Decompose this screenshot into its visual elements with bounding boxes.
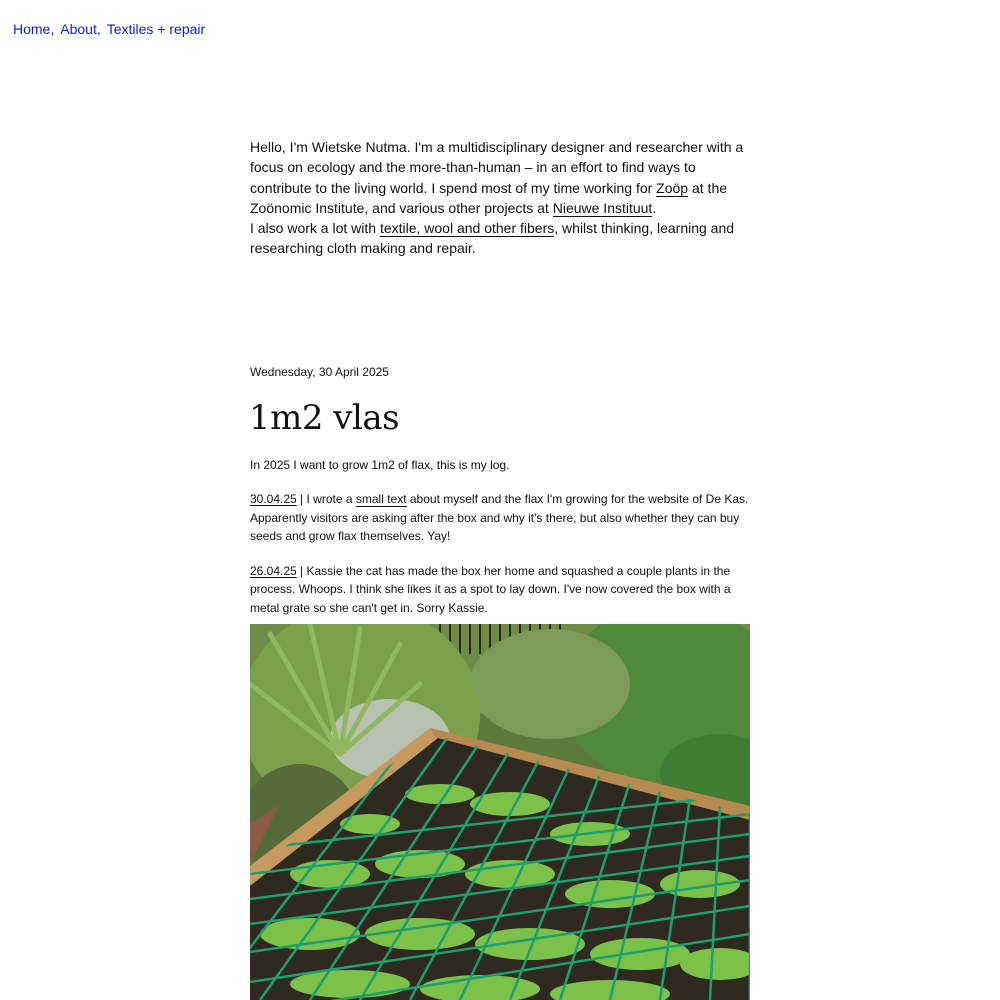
intro-paragraph xyxy=(250,137,750,218)
intro-text-segment: I also work a lot with xyxy=(250,220,380,237)
small-text-link[interactable]: small text xyxy=(355,492,407,506)
nav-home-link[interactable]: Home xyxy=(13,21,51,37)
log-entry-text: about myself and the flax I'm growing for the website of De Kas. Apparently visitors are asking after the box and why it's there, but also whether they can buy seeds and grow flax themselves. Yay! xyxy=(250,492,749,543)
zoop-link[interactable]: Zoöp xyxy=(656,179,689,196)
nav-separator: , xyxy=(50,21,55,37)
textile-wool-fibers-link[interactable]: textile, wool and other fibers xyxy=(379,220,555,237)
nieuwe-instituut-link[interactable]: Nieuwe Instituut xyxy=(552,199,653,216)
log-entry-date-link[interactable]: 30.04.25 xyxy=(250,492,297,506)
log-entry-text: | I wrote a xyxy=(296,492,356,506)
nav-textiles-repair-link[interactable]: Textiles + repair xyxy=(106,21,206,37)
intro-text-segment: , whilst thinking, learning and researching cloth making and repair. xyxy=(250,220,735,257)
intro-text-segment: . xyxy=(652,199,657,216)
post-lead: In 2025 I want to grow 1m2 of flax, this is my log. xyxy=(250,457,510,472)
intro-text xyxy=(250,137,750,259)
intro-text-segment: Hello, I'm Wietske Nutma. I'm a multidisciplinary designer and researcher with a focus on ecology and the more-than-human – in an effort to find ways to contribute to the living world. I spend most of my time working for xyxy=(250,139,744,196)
blog-post xyxy=(250,363,750,633)
post-date: Wednesday, 30 April 2025 xyxy=(250,365,389,379)
intro-paragraph xyxy=(250,218,750,259)
flax-box-photo xyxy=(250,624,750,1000)
log-entry-text: | Kassie the cat has made the box her home and squashed a couple plants in the process. Whoops. I think she likes it as a spot to lay down. I've now covered the box with a metal grate so she can't get in. Sorry Kassie. xyxy=(250,563,731,615)
log-entry-date-link[interactable]: 26.04.25 xyxy=(250,563,297,578)
post-title: 1m2 vlas xyxy=(249,397,400,438)
intro-text-segment: at the Zoönomic Institute, and various other projects at xyxy=(250,179,728,216)
top-nav xyxy=(13,20,205,38)
nav-separator: , xyxy=(96,21,101,37)
log-entry xyxy=(250,562,750,618)
log-entry xyxy=(250,490,750,546)
nav-about-link[interactable]: About xyxy=(60,21,97,37)
